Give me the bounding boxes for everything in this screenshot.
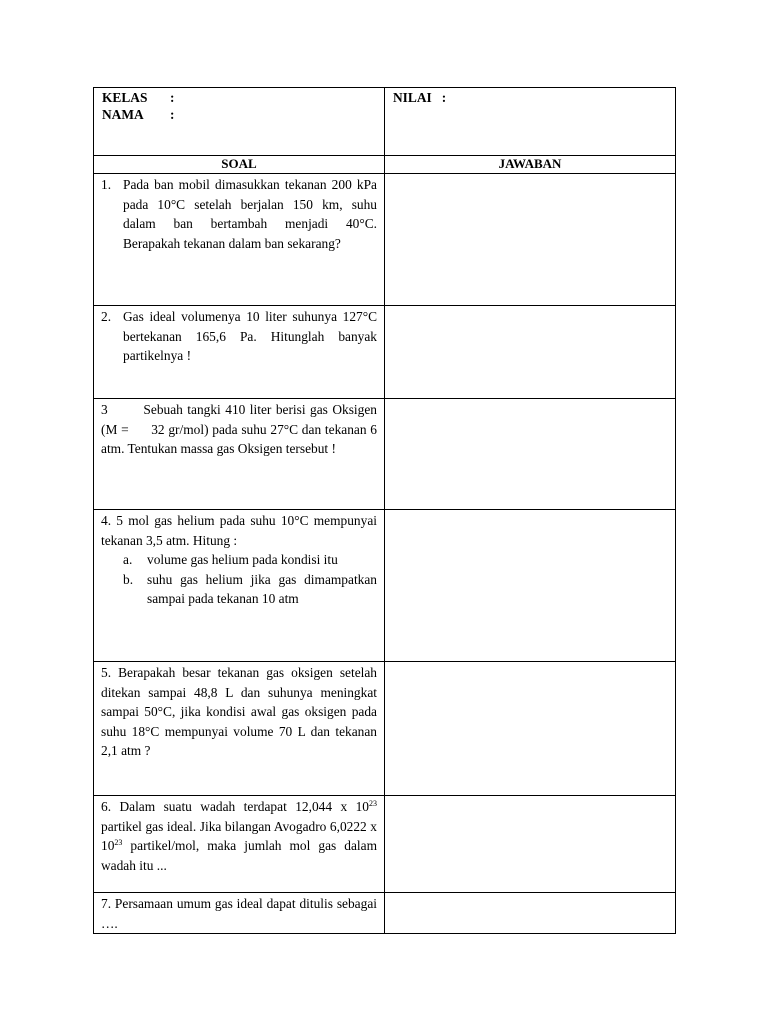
sub-question [101, 550, 377, 570]
answer-cell[interactable] [385, 662, 676, 796]
jawaban-column-header: JAWABAN [385, 156, 676, 174]
question-row [94, 306, 676, 399]
question-cell [94, 399, 385, 510]
question-text: 3 Sebuah tangki 410 liter berisi gas Oksigen (M = 32 gr/mol) pada suhu 27°C dan tekanan 6 atm. Tentukan massa gas Oksigen tersebut ! [101, 402, 381, 456]
question-cell [94, 796, 385, 893]
sub-question-text: volume gas helium pada kondisi itu [147, 552, 338, 567]
question-cell [94, 662, 385, 796]
sub-question-label: b. [123, 571, 134, 587]
exponent: 23 [369, 799, 377, 808]
answer-cell[interactable] [385, 306, 676, 399]
kelas-colon: : [170, 90, 175, 105]
question-cell [94, 510, 388, 662]
question-text: Gas ideal volumenya 10 liter suhunya 127°C bertekanan 165,6 Pa. Hitunglah banyak partikelnya ! [123, 309, 377, 363]
question-row [94, 510, 676, 662]
sub-question-text: suhu gas helium jika gas dimampatkan sampai pada tekanan 10 atm [147, 571, 377, 606]
answer-cell[interactable] [385, 796, 676, 893]
question-row [94, 399, 676, 510]
question-cell [94, 893, 385, 934]
nama-label: NAMA [102, 107, 144, 122]
question-text-part: 6. Dalam suatu wadah terdapat 12,044 x 10 [101, 799, 369, 814]
answer-cell[interactable] [385, 510, 676, 662]
nilai-cell [385, 88, 676, 156]
nama-colon: : [170, 107, 175, 122]
question-row [94, 796, 676, 893]
student-info-cell [94, 88, 385, 156]
question-row [94, 662, 676, 796]
question-text: 7. Persamaan umum gas ideal dapat ditulis sebagai …. [101, 896, 377, 931]
answer-cell[interactable] [385, 893, 676, 934]
question-text: Pada ban mobil dimasukkan tekanan 200 kPa pada 10°C setelah berjalan 150 km, suhu dalam ban bertambah menjadi 40°C. Berapakah tekanan dalam ban sekarang? [123, 177, 377, 251]
nilai-label: NILAI [393, 90, 432, 105]
answer-cell[interactable] [385, 174, 676, 306]
nilai-colon: : [441, 90, 447, 105]
question-number: 1. [101, 177, 112, 192]
question-row [94, 893, 676, 934]
question-cell [94, 174, 385, 306]
question-text: 5. Berapakah besar tekanan gas oksigen setelah ditekan sampai 48,8 L dan suhunya meningkat sampai 50°C, jika kondisi awal gas oksigen pada suhu 18°C mempunyai volume 70 L dan tekanan 2,1 atm ? [101, 665, 377, 758]
nama-line [102, 106, 376, 123]
question-text: 4. 5 mol gas helium pada suhu 10°C mempunyai tekanan 3,5 atm. Hitung : [101, 513, 388, 548]
header-row [94, 88, 676, 156]
soal-column-header: SOAL [94, 156, 385, 174]
column-header-row [94, 156, 676, 174]
worksheet-table [93, 87, 676, 934]
kelas-label: KELAS [102, 90, 148, 105]
exponent: 23 [114, 838, 123, 847]
question-number: 2. [101, 309, 112, 324]
sub-question [101, 570, 377, 609]
question-text-part: partikel/mol, maka jumlah mol gas dalam wadah itu ... [101, 838, 377, 873]
answer-cell[interactable] [385, 399, 676, 510]
sub-question-label: a. [123, 552, 133, 567]
question-text-part: partikel gas ideal. Jika bilangan Avogadro 6,0222 x 10 [101, 818, 377, 853]
kelas-line [102, 89, 376, 106]
question-cell [94, 306, 385, 399]
question-row [94, 174, 676, 306]
question-text [94, 796, 384, 875]
